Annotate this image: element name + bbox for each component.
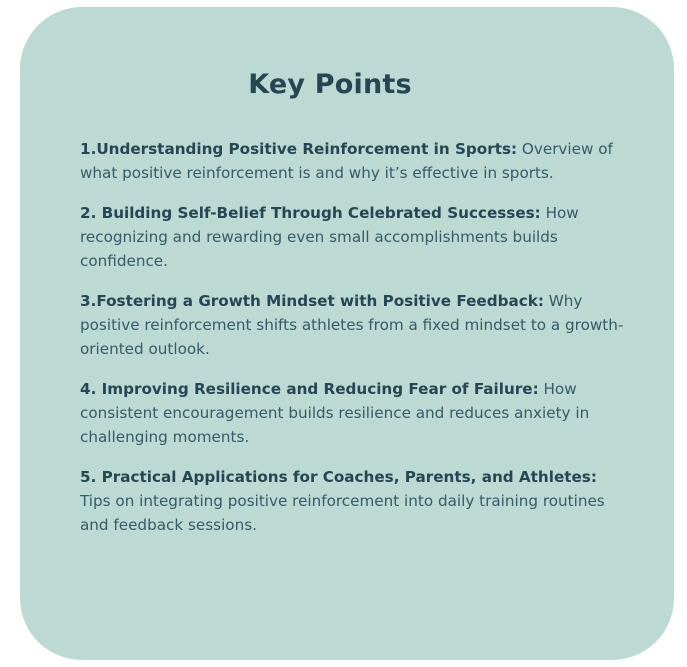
key-point-heading: 1.Understanding Positive Reinforcement in Sports:	[80, 140, 518, 158]
key-point-heading: 4. Improving Resilience and Reducing Fear of Failure:	[80, 380, 539, 398]
key-point-body: Tips on integrating positive reinforcement into daily training routines and feedback sessions.	[80, 492, 605, 534]
key-point-body: Why positive reinforcement shifts athletes from a fixed mindset to a growth-oriented outlook.	[80, 292, 624, 358]
key-point-body: How consistent encouragement builds resilience and reduces anxiety in challenging moments.	[80, 380, 590, 446]
key-point-2	[80, 201, 628, 273]
key-point-body: How recognizing and rewarding even small accomplishments builds confidence.	[80, 204, 579, 270]
card-title: Key Points	[248, 69, 412, 100]
key-point-body: Overview of what positive reinforcement is and why it’s effective in sports.	[80, 140, 613, 182]
key-point-3	[80, 289, 628, 361]
key-point-1	[80, 137, 628, 185]
key-point-5	[80, 465, 628, 537]
key-point-heading: 3.Fostering a Growth Mindset with Positive Feedback:	[80, 292, 544, 310]
key-points-list	[80, 137, 628, 553]
key-point-heading: 2. Building Self-Belief Through Celebrated Successes:	[80, 204, 541, 222]
key-point-heading: 5. Practical Applications for Coaches, Parents, and Athletes:	[80, 468, 597, 486]
key-points-card	[20, 7, 674, 660]
key-point-4	[80, 377, 628, 449]
